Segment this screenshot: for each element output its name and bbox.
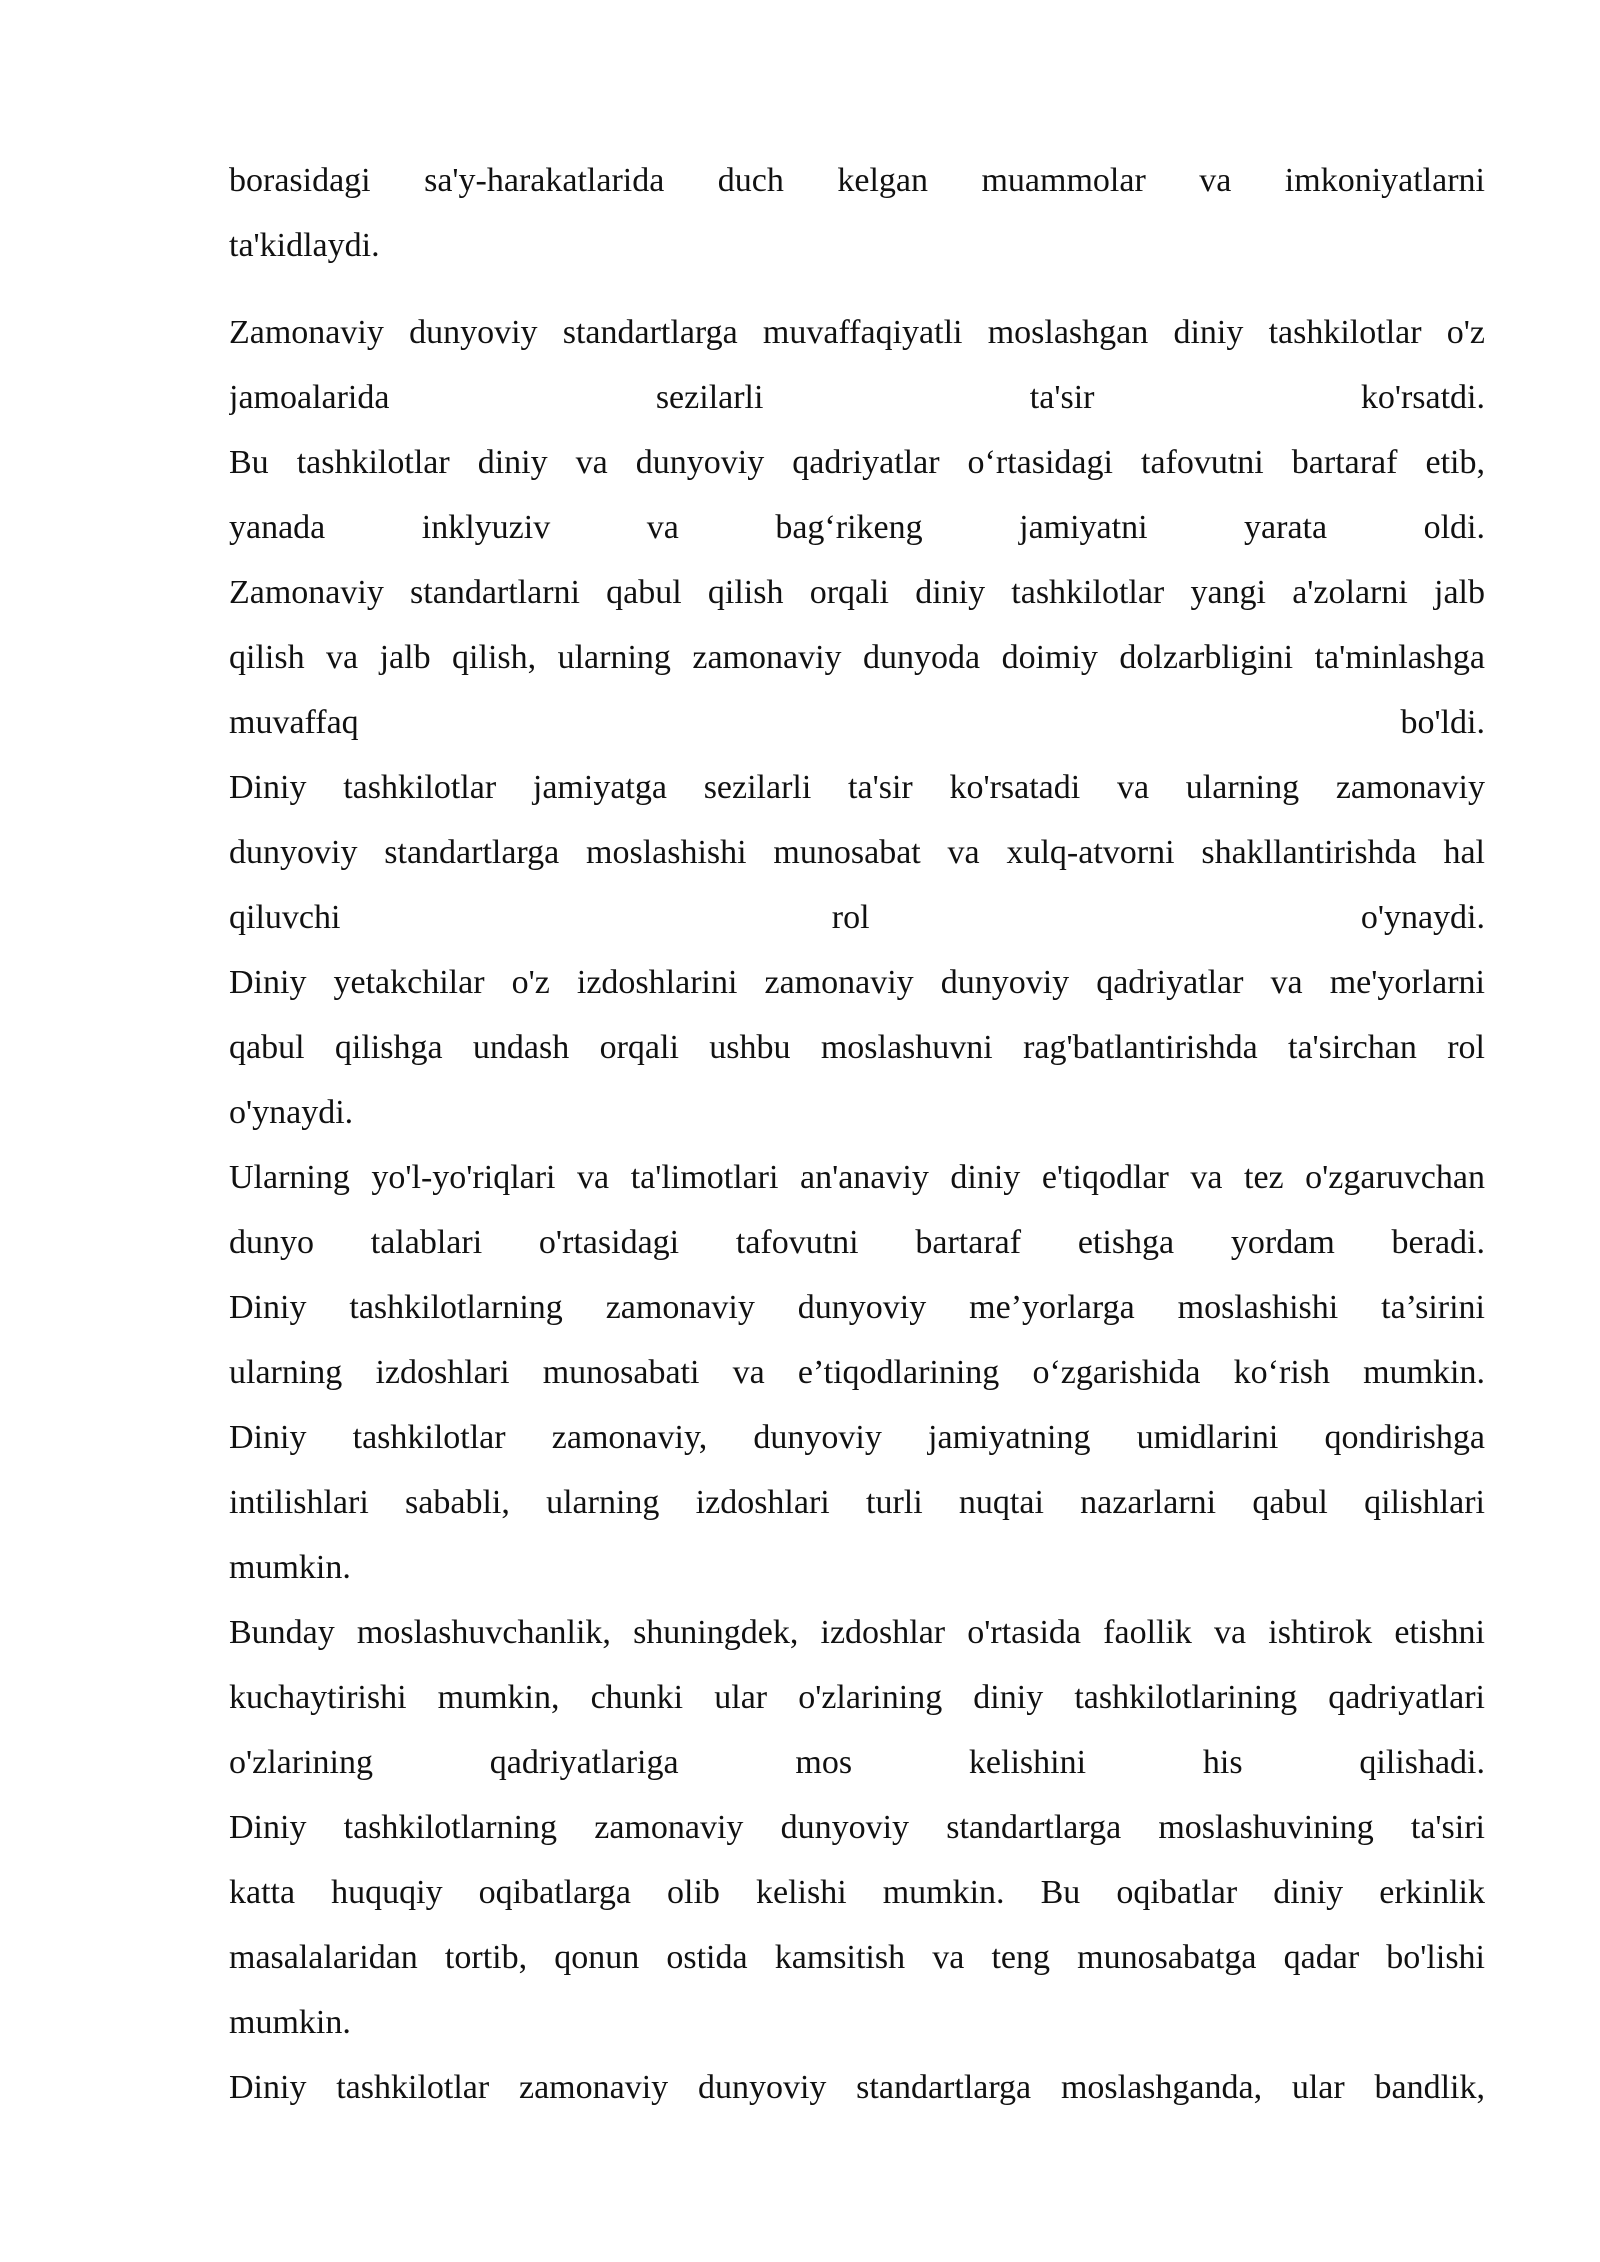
text-line: Zamonaviy standartlarni qabul qilish orqali diniy tashkilotlar yangi a'zolarni jalb [229, 574, 1485, 611]
text-line: Diniy tashkilotlar zamonaviy dunyoviy standartlarga moslashganda, ular bandlik, [229, 2069, 1485, 2106]
text-line: intilishlari sababli, ularning izdoshlari turli nuqtai nazarlarni qabul qilishlari [229, 1484, 1485, 1521]
text-line: ta'kidlaydi. [229, 227, 380, 264]
text-line: Zamonaviy dunyoviy standartlarga muvaffaqiyatli moslashgan diniy tashkilotlar o'z [229, 314, 1485, 351]
text-line: Diniy yetakchilar o'z izdoshlarini zamonaviy dunyoviy qadriyatlar va me'yorlarni [229, 964, 1485, 1001]
text-line: kuchaytirishi mumkin, chunki ular o'zlarining diniy tashkilotlarining qadriyatlari [229, 1679, 1485, 1716]
text-line: Bu tashkilotlar diniy va dunyoviy qadriyatlar o‘rtasidagi tafovutni bartaraf etib, [229, 444, 1485, 481]
text-line: Bunday moslashuvchanlik, shuningdek, izdoshlar o'rtasida faollik va ishtirok etishni [229, 1614, 1485, 1651]
text-line: katta huquqiy oqibatlarga olib kelishi mumkin. Bu oqibatlar diniy erkinlik [229, 1874, 1485, 1911]
text-line: dunyoviy standartlarga moslashishi munosabat va xulq-atvorni shakllantirishda hal [229, 834, 1485, 871]
text-line: borasidagi sa'y-harakatlarida duch kelgan muammolar va imkoniyatlarni [229, 162, 1485, 199]
text-line: Diniy tashkilotlar jamiyatga sezilarli ta'sir ko'rsatadi va ularning zamonaviy [229, 769, 1485, 806]
text-line: o'ynaydi. [229, 1094, 354, 1131]
text-line: jamoalarida sezilarli ta'sir ko'rsatdi. [229, 379, 1485, 416]
text-line: mumkin. [229, 2004, 351, 2041]
text-line: Diniy tashkilotlarning zamonaviy dunyoviy standartlarga moslashuvining ta'siri [229, 1809, 1485, 1846]
text-line: Diniy tashkilotlar zamonaviy, dunyoviy jamiyatning umidlarini qondirishga [229, 1419, 1485, 1456]
text-line: o'zlarining qadriyatlariga mos kelishini his qilishadi. [229, 1744, 1485, 1781]
text-line: ularning izdoshlari munosabati va e’tiqodlarining o‘zgarishida ko‘rish mumkin. [229, 1354, 1485, 1391]
text-line: Ularning yo'l-yo'riqlari va ta'limotlari an'anaviy diniy e'tiqodlar va tez o'zgaruvchan [229, 1159, 1485, 1196]
text-line: Diniy tashkilotlarning zamonaviy dunyoviy me’yorlarga moslashishi ta’sirini [229, 1289, 1485, 1326]
text-line: qilish va jalb qilish, ularning zamonaviy dunyoda doimiy dolzarbligini ta'minlashga [229, 639, 1485, 676]
text-line: dunyo talablari o'rtasidagi tafovutni bartaraf etishga yordam beradi. [229, 1224, 1485, 1261]
text-line: mumkin. [229, 1549, 351, 1586]
text-line: qabul qilishga undash orqali ushbu moslashuvni rag'batlantirishda ta'sirchan rol [229, 1029, 1485, 1066]
text-line: masalalaridan tortib, qonun ostida kamsitish va teng munosabatga qadar bo'lishi [229, 1939, 1485, 1976]
text-line: muvaffaq bo'ldi. [229, 704, 1485, 741]
text-line: yanada inklyuziv va bag‘rikeng jamiyatni yarata oldi. [229, 509, 1485, 546]
document-body [229, 148, 1485, 2120]
text-line: qiluvchi rol o'ynaydi. [229, 899, 1485, 936]
